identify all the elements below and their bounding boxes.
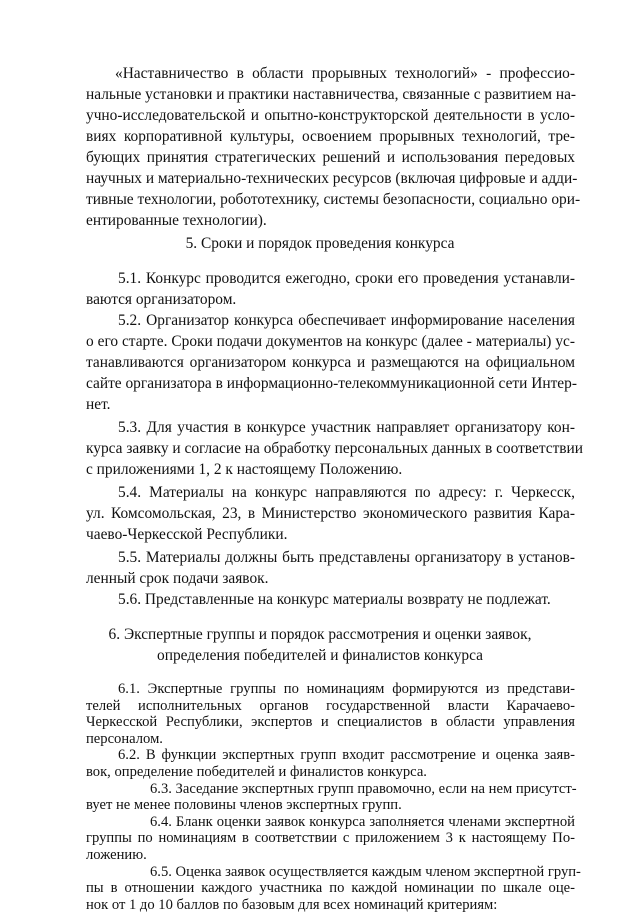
intro-line-2: нальные установки и практики наставничества, связанные с развитием на- [86,86,577,103]
section-5-heading: 5. Сроки и порядок проведения конкурса [185,235,455,252]
section-6-line-9: 6.4. Бланк оценки заявок конкурса заполняется членами экспертной [150,813,575,830]
section-5-line-7: нет. [86,396,111,413]
section-5-line-16: 5.6. Представленные на конкурс материалы возврату не подлежат. [118,591,551,608]
intro-line-5: бующих принятия стратегических решений и использования передовых [86,149,575,166]
intro-line-3: учно-исследовательской и опытно-конструкторской деятельности в усло- [86,107,575,124]
section-5-line-6: сайте организатора в информационно-телекоммуникационной сети Интер- [86,375,577,392]
section-5-line-12: ул. Комсомольская, 23, в Министерство экономического развития Кара- [86,505,575,522]
section-6-line-10: группы по номинациям в соответствии с приложением 3 к настоящему По- [86,830,575,847]
intro-line-6: научных и материально-технических ресурсов (включая цифровые и адди- [86,170,578,187]
section-5-line-2: ваются организатором. [86,291,237,308]
section-5-line-3: 5.2. Организатор конкурса обеспечивает информирование населения [118,312,575,329]
intro-line-7: тивные технологии, робототехнику, системы безопасности, социально ори- [86,191,581,208]
section-6-line-6: вок, определение победителей и финалистов конкурса. [86,764,427,780]
section-5-line-11: 5.4. Материалы на конкурс направляются по адресу: г. Черкесск, [118,484,575,501]
section-6-line-5: 6.2. В функции экспертных групп входит рассмотрение и оценка заяв- [118,747,575,764]
intro-line-8: ентированные технологии). [86,212,267,229]
section-6-line-13: пы в отношении каждого участника по каждой номинации по шкале оце- [86,880,575,897]
section-5-line-5: танавливаются организатором конкурса и размещаются на официальном [86,354,575,371]
section-5-line-1: 5.1. Конкурс проводится ежегодно, сроки его проведения устанавли- [118,270,575,287]
section-6-line-14: нок от 1 до 10 баллов по базовым для всех номинаций критериям: [86,896,498,913]
section-6-line-12: 6.5. Оценка заявок осуществляется каждым членом экспертной груп- [150,863,581,880]
section-6-line-8: вует не менее половины членов экспертных групп. [86,797,402,814]
section-5-line-4: о его старте. Сроки подачи документов на конкурс (далее - материалы) ус- [86,333,575,350]
section-6-heading-line-1: 6. Экспертные группы и порядок рассмотрения и оценки заявок, [108,626,532,643]
section-6-line-3: Черкесской Республики, экспертов и специалистов в области управления [86,714,575,731]
section-5-line-8: 5.3. Для участия в конкурсе участник направляет организатору кон- [118,419,575,436]
section-6-line-1: 6.1. Экспертные группы по номинациям формируются из представи- [118,681,575,697]
section-5-line-9: курса заявку и согласие на обработку персональных данных в соответствии [86,440,584,457]
section-5-line-15: ленный срок подачи заявок. [86,570,269,587]
section-6-line-2: телей исполнительных органов государственной власти Карачаево- [86,697,575,714]
intro-line-1: «Наставничество в области прорывных технологий» - профессио- [115,65,575,82]
section-6-line-4: персоналом. [86,730,163,747]
section-5-line-14: 5.5. Материалы должны быть представлены организатору в установ- [118,549,575,566]
section-6-line-7: 6.3. Заседание экспертных групп правомочно, если на нем присутст- [150,780,577,797]
section-6-line-11: ложению. [86,847,147,863]
section-5-line-10: с приложениями 1, 2 к настоящему Положению. [86,461,403,478]
section-6-heading-line-2: определения победителей и финалистов конкурса [157,647,483,664]
intro-line-4: виях корпоративной культуры, освоением прорывных технологий, тре- [86,128,575,145]
section-5-line-13: чаево-Черкесской Республики. [86,526,288,543]
